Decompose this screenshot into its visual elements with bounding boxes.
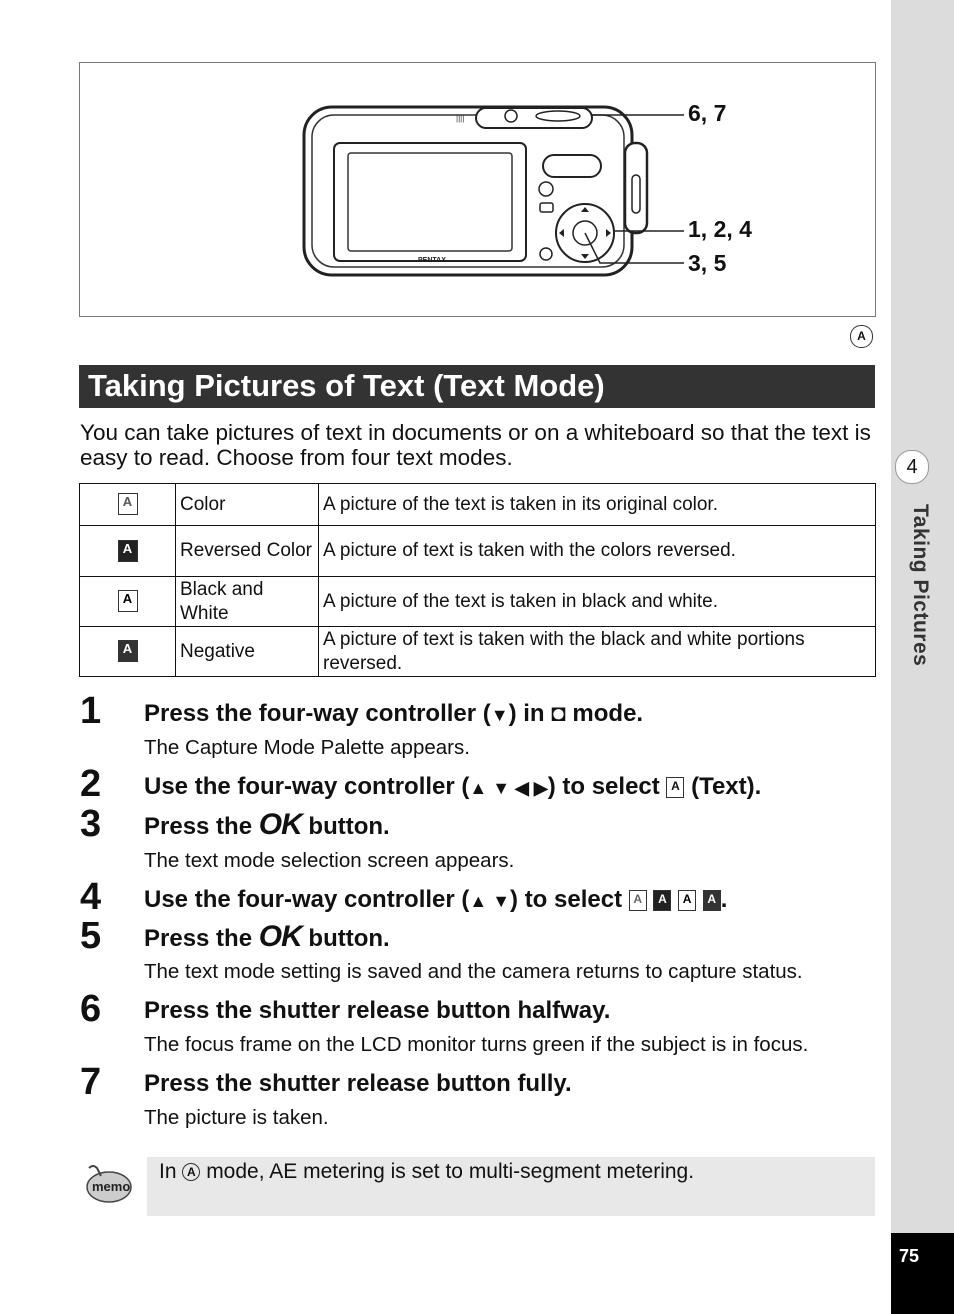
chapter-title: Taking Pictures (909, 504, 932, 667)
mode-name: Negative (176, 627, 319, 677)
svg-text:||||: |||| (456, 114, 465, 123)
camera-back-drawing (80, 63, 875, 316)
text-negative-icon: A (118, 640, 138, 662)
table-row (80, 627, 876, 677)
memo-label: memo (92, 1179, 131, 1194)
camera-icon: ◘ (551, 700, 566, 727)
step-2-heading: Use the four-way controller (▲ ▼ ◀ ▶) to select A (Text). (144, 773, 762, 800)
text-black-white-icon: A (678, 890, 696, 911)
text-mode-icon: A (850, 325, 873, 348)
text-mode-icon: A (182, 1163, 200, 1181)
down-arrow-icon: ▼ (490, 705, 509, 725)
up-down-arrows-icon: ▲ ▼ (469, 891, 511, 911)
step-number: 7 (80, 1061, 102, 1103)
callout-controller: 1, 2, 4 (688, 216, 752, 242)
step-5-result: The text mode setting is saved and the camera returns to capture status. (144, 960, 803, 983)
step-1-result: The Capture Mode Palette appears. (144, 736, 470, 759)
step-number: 3 (80, 803, 102, 845)
mode-description: A picture of text is taken with the black and white portions reversed. (319, 627, 876, 677)
text-mode-icon: A (666, 777, 684, 798)
step-3-result: The text mode selection screen appears. (144, 849, 515, 872)
page-number: 75 (899, 1246, 920, 1266)
table-row (80, 484, 876, 526)
table-row (80, 577, 876, 627)
memo-text: In A mode, AE metering is set to multi-segment metering. (159, 1160, 695, 1183)
text-mode-table (79, 483, 876, 677)
step-number: 1 (80, 690, 102, 732)
mode-name: Black and White (176, 577, 319, 627)
step-7-heading: Press the shutter release button fully. (144, 1070, 572, 1097)
step-6-result: The focus frame on the LCD monitor turns green if the subject is in focus. (144, 1033, 809, 1056)
mode-description: A picture of text is taken with the colors reversed. (319, 526, 876, 577)
mode-icon-cell (80, 577, 176, 627)
mode-name: Reversed Color (176, 526, 319, 577)
step-number: 2 (80, 763, 102, 805)
text-color-icon: A (118, 493, 138, 515)
memo-icon (83, 1162, 133, 1211)
step-7-result: The picture is taken. (144, 1106, 329, 1129)
table-row (80, 526, 876, 577)
four-way-arrows-icon: ▲ ▼ ◀ ▶ (469, 778, 548, 798)
step-4-heading: Use the four-way controller (▲ ▼) to select A A A A . (144, 886, 728, 913)
callout-ok-button: 3, 5 (688, 250, 727, 276)
mode-icon-cell (80, 484, 176, 526)
callout-shutter: 6, 7 (688, 100, 727, 126)
text-reversed-color-icon: A (118, 540, 138, 562)
text-black-white-icon: A (118, 590, 138, 612)
mode-description: A picture of the text is taken in black and white. (319, 577, 876, 627)
brand-label: PENTAX (418, 257, 446, 264)
intro-paragraph: You can take pictures of text in documents or on a whiteboard so that the text is easy to read. Choose from four text modes. (80, 420, 871, 470)
step-5-heading: Press the OK button. (144, 920, 390, 953)
mode-icon-cell (80, 526, 176, 577)
text-color-icon: A (629, 890, 647, 911)
step-1-heading: Press the four-way controller (▼) in ◘ mode. (144, 700, 644, 727)
mode-icon-cell (80, 627, 176, 677)
chapter-number-badge: 4 (895, 450, 929, 484)
camera-illustration (79, 62, 876, 317)
step-number: 5 (80, 915, 102, 957)
mode-name: Color (176, 484, 319, 526)
text-negative-icon: A (703, 890, 721, 911)
ok-button-icon: OK (258, 920, 302, 953)
step-number: 6 (80, 988, 102, 1030)
text-reversed-color-icon: A (653, 890, 671, 911)
step-number: 4 (80, 876, 102, 918)
page-title: Taking Pictures of Text (Text Mode) (88, 368, 605, 403)
step-3-heading: Press the OK button. (144, 808, 390, 841)
step-6-heading: Press the shutter release button halfway. (144, 997, 611, 1024)
ok-button-icon: OK (258, 808, 302, 841)
mode-description: A picture of the text is taken in its original color. (319, 484, 876, 526)
